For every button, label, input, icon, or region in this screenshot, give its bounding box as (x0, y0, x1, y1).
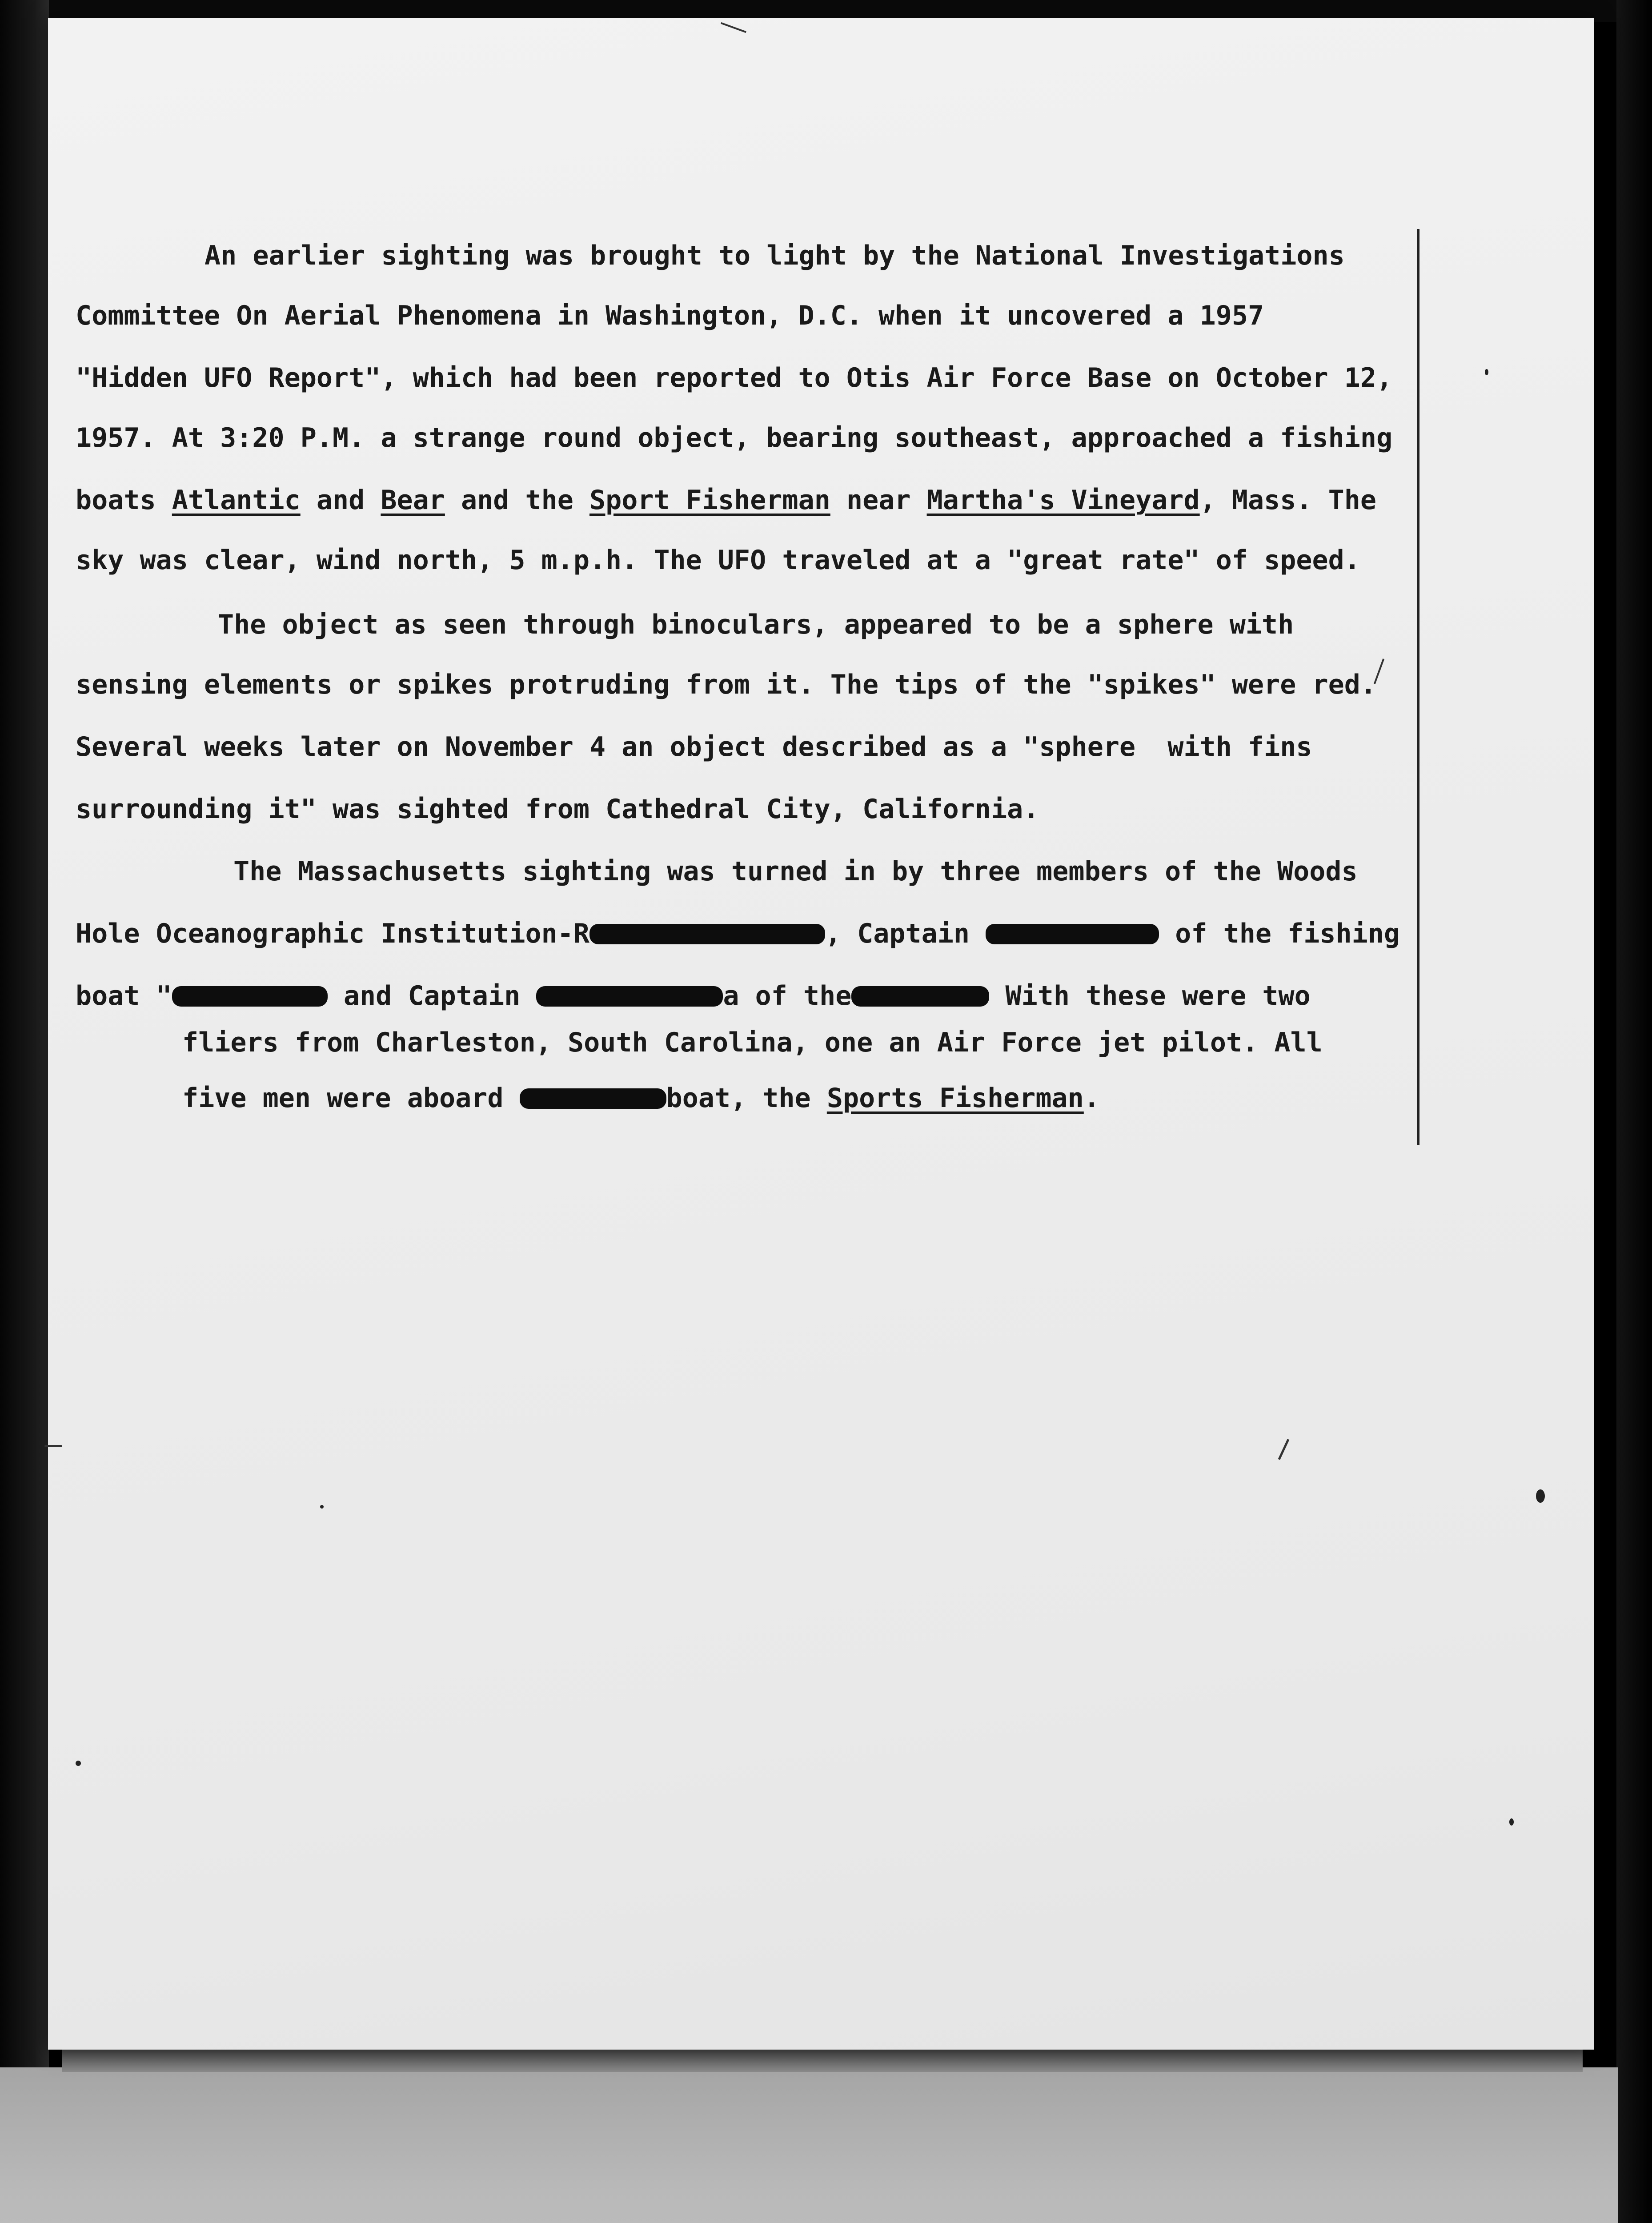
text-line (76, 487, 1376, 514)
margin-vertical-rule (1417, 229, 1419, 1145)
text-line: An earlier sighting was brought to light by the National Investigations (204, 240, 1345, 271)
text-line (182, 1085, 1100, 1112)
text-line: sensing elements or spikes protruding from it. The tips of the "spikes" were red. (76, 669, 1376, 700)
text-line (76, 980, 1311, 1011)
text-span: boat " (76, 980, 172, 1011)
paper-speck (76, 1761, 81, 1766)
text-span: . (1083, 1083, 1100, 1114)
text-line: The Massachusetts sighting was turned in by three members of the Woods (233, 856, 1358, 887)
text-line: surrounding it" was sighted from Cathedral City, California. (76, 794, 1039, 825)
text-span: five men were aboard (182, 1083, 520, 1114)
place-marthas-vineyard: Martha's Vineyard (926, 485, 1200, 516)
text-span: , Mass. The (1199, 485, 1377, 516)
text-line: "Hidden UFO Report", which had been reported to Otis Air Force Base on October 12, (76, 362, 1393, 393)
redaction-bar (986, 924, 1159, 944)
boat-name-atlantic: Atlantic (172, 485, 301, 516)
text-span: boats (76, 485, 172, 516)
text-span: near (830, 485, 927, 516)
text-span: of the fishing (1159, 918, 1400, 949)
redaction-bar (172, 986, 328, 1007)
text-line: 1957. At 3:20 P.M. a strange round object, bearing southeast, approached a fishing (76, 422, 1393, 453)
text-line: Several weeks later on November 4 an object described as a "sphere with fins (76, 731, 1312, 762)
text-line: The object as seen through binoculars, appeared to be a sphere with (218, 609, 1294, 640)
text-span: Hole Oceanographic Institution-R (76, 918, 589, 949)
paper-speck (320, 1505, 324, 1509)
redaction-bar (589, 924, 825, 944)
text-line (76, 920, 1400, 947)
text-line: sky was clear, wind north, 5 m.p.h. The UFO traveled at a "great rate" of speed. (76, 545, 1360, 576)
redaction-bar (536, 986, 723, 1007)
redaction-bar (520, 1088, 666, 1109)
backdrop-surface (0, 2067, 1618, 2223)
boat-name-bear: Bear (381, 485, 445, 516)
text-span: With these were two (989, 980, 1311, 1011)
text-span: a of the (723, 980, 852, 1011)
text-span: , Captain (825, 918, 986, 949)
text-span: and the (445, 485, 589, 516)
scan-frame-right (1616, 0, 1652, 2223)
text-span: and Captain (327, 980, 537, 1011)
boat-name-sports-fisherman: Sports Fisherman (826, 1083, 1084, 1114)
boat-name-sport-fisherman: Sport Fisherman (589, 485, 830, 516)
text-line: Committee On Aerial Phenomena in Washington, D.C. when it uncovered a 1957 (76, 300, 1264, 331)
text-span: boat, the (666, 1083, 827, 1114)
paper-speck (1485, 369, 1488, 375)
scan-frame-left (0, 0, 49, 2223)
text-span: and (300, 485, 381, 516)
redaction-bar (851, 986, 989, 1007)
paper-scratch (44, 1445, 62, 1447)
text-line: fliers from Charleston, South Carolina, one an Air Force jet pilot. All (182, 1027, 1323, 1058)
paper-speck (1536, 1489, 1545, 1503)
paper-speck (1509, 1818, 1514, 1826)
